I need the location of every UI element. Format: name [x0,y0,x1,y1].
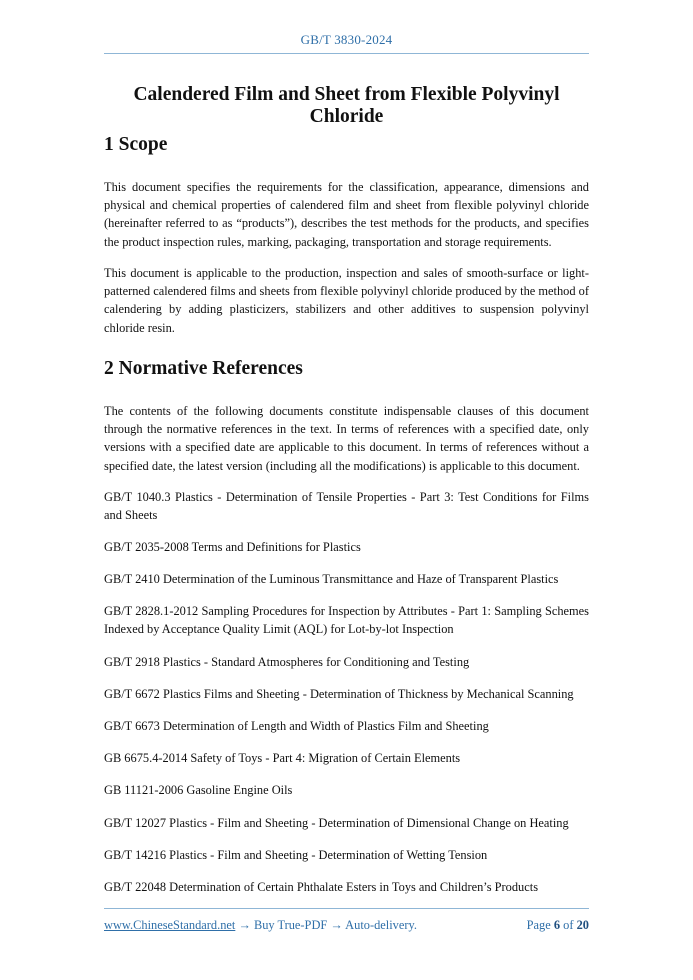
section-heading-scope: 1 Scope [104,134,168,155]
scope-paragraph-1: This document specifies the requirements for the classification, appearance, dimensions and physical and chemical properties of calendered film and sheet from flexible polyvinyl chloride (hereinafter referred to as “products”), describes the test methods for the products, and specifies the product inspection rules, marking, packaging, transportation and storage requirements. [104,180,589,249]
reference-item: GB/T 2828.1-2012 Sampling Procedures for Inspection by Attributes - Part 1: Sampling Schemes Indexed by Acceptance Quality Limit (AQL) for Lot-by-lot Inspection [104,604,589,637]
reference-item: GB/T 1040.3 Plastics - Determination of Tensile Properties - Part 3: Test Conditions for Films and Sheets [104,490,589,523]
website-link[interactable]: www.ChineseStandard.net [104,918,236,932]
page-header [104,32,589,48]
page-current: 6 [553,918,561,932]
page-number [527,918,589,933]
section-heading-normative-references: 2 Normative References [104,358,303,379]
page-of-label: of [563,918,574,932]
standard-code: GB/T 3830-2024 [300,32,393,47]
reference-item: GB/T 2035-2008 Terms and Definitions for Plastics [104,540,361,554]
reference-item: GB/T 2918 Plastics - Standard Atmospheres for Conditioning and Testing [104,655,470,669]
page-label: Page [526,918,551,932]
header-divider [104,53,589,54]
page-total: 20 [576,918,589,932]
promo-text: → Buy True-PDF → Auto-delivery. [238,918,417,932]
scope-paragraph-2: This document is applicable to the production, inspection and sales of smooth-surface or light-patterned calendered films and sheets from flexible polyvinyl chloride produced by the method of calendering by adding plasticizers, stabilizers and other additives to suspension polyvinyl chloride resin. [104,266,589,335]
references-intro-paragraph: The contents of the following documents constitute indispensable clauses of this document through the normative references in the text. In terms of references with a specified date, only versions with a specified date are applicable to this document. In terms of references without a specified date, the latest version (including all the modifications) is applicable to this document. [104,404,589,473]
footer-divider [104,908,589,909]
reference-item: GB/T 14216 Plastics - Film and Sheeting - Determination of Wetting Tension [104,848,488,862]
reference-item: GB/T 2410 Determination of the Luminous Transmittance and Haze of Transparent Plastics [104,572,559,586]
reference-item: GB/T 12027 Plastics - Film and Sheeting - Determination of Dimensional Change on Heating [104,816,569,830]
reference-item: GB 11121-2006 Gasoline Engine Oils [104,783,293,797]
document-title: Calendered Film and Sheet from Flexible Polyvinyl Chloride [133,84,560,127]
reference-item: GB/T 6672 Plastics Films and Sheeting - Determination of Thickness by Mechanical Scanning [104,687,574,701]
footer-promo [104,918,417,933]
reference-item: GB/T 6673 Determination of Length and Width of Plastics Film and Sheeting [104,719,489,733]
reference-item: GB 6675.4-2014 Safety of Toys - Part 4: Migration of Certain Elements [104,751,461,765]
reference-item: GB/T 22048 Determination of Certain Phthalate Esters in Toys and Children’s Products [104,880,539,894]
